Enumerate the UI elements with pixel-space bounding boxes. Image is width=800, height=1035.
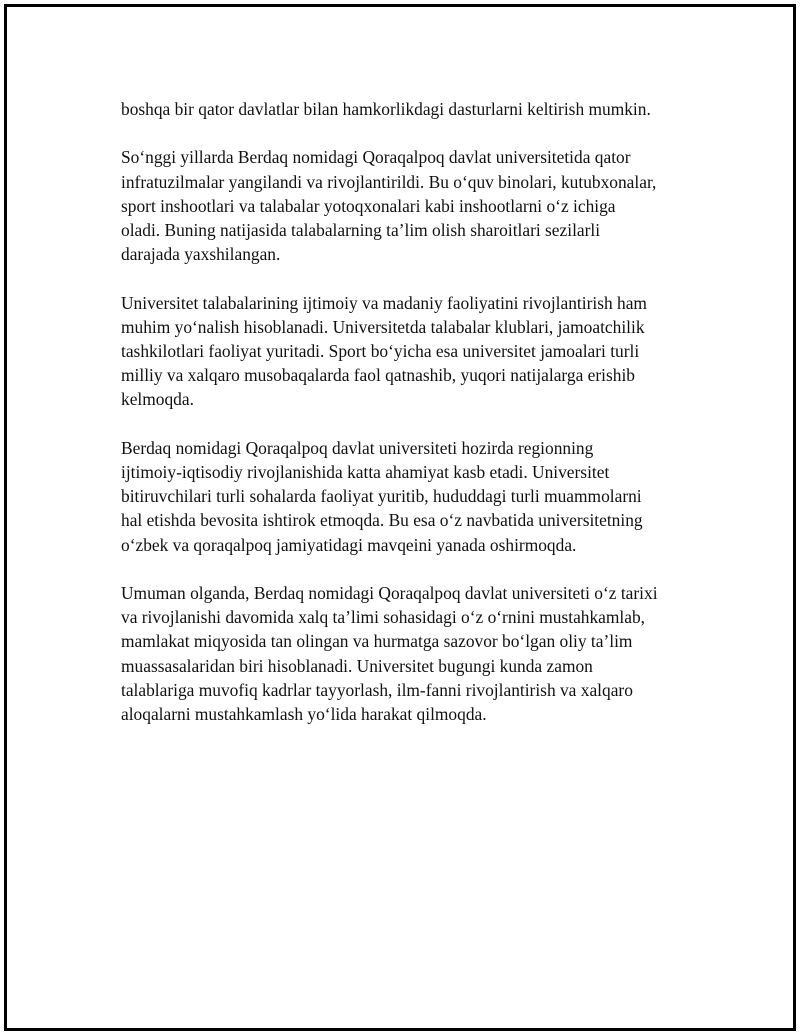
text-line: bitiruvchilari turli sohalarda faoliyat yuritib, hududdagi turli muammolarni <box>121 486 642 507</box>
text-line: va rivojlanishi davomida xalq ta’limi sohasidagi o‘z o‘rnini mustahkamlab, <box>121 607 646 628</box>
text-line: kelmoqda. <box>121 389 194 410</box>
paragraph-3 <box>121 291 701 412</box>
document-body <box>121 97 701 750</box>
text-line: muhim yo‘nalish hisoblanadi. Universitetda talabalar klublari, jamoatchilik <box>121 316 645 337</box>
text-line: sport inshootlari va talabalar yotoqxonalari kabi inshootlarni o‘z ichiga <box>121 195 616 216</box>
text-line: ijtimoiy-iqtisodiy rivojlanishida katta ahamiyat kasb etadi. Universitet <box>121 462 610 482</box>
text-line: Umuman olganda, Berdaq nomidagi Qoraqalpoq davlat universiteti o‘z tarixi <box>121 583 658 603</box>
text-line: oladi. Buning natijasida talabalarning ta’lim olish sharoitlari sezilarli <box>121 220 601 240</box>
text-line: infratuzilmalar yangilandi va rivojlantirildi. Bu o‘quv binolari, kutubxonalar, <box>121 171 657 192</box>
text-line: mamlakat miqyosida tan olingan va hurmatga sazovor bo‘lgan oliy ta’lim <box>121 631 633 652</box>
text-line: talablariga muvofiq kadrlar tayyorlash, ilm-fanni rivojlantirish va xalqaro <box>121 679 633 700</box>
paragraph-2 <box>121 145 701 266</box>
text-line: So‘nggi yillarda Berdaq nomidagi Qoraqalpoq davlat universitetida qator <box>121 147 631 168</box>
page-frame <box>4 4 796 1031</box>
text-line: Universitet talabalarining ijtimoiy va madaniy faoliyatini rivojlantirish ham <box>121 292 647 313</box>
paragraph-5 <box>121 581 701 726</box>
text-line: o‘zbek va qoraqalpoq jamiyatidagi mavqeini yanada oshirmoqda. <box>121 534 577 555</box>
text-line: boshqa bir qator davlatlar bilan hamkorlikdagi dasturlarni keltirish mumkin. <box>121 99 651 119</box>
text-line: aloqalarni mustahkamlash yo‘lida harakat qilmoqda. <box>121 704 487 725</box>
text-line: tashkilotlari faoliyat yuritadi. Sport bo‘yicha esa universitet jamoalari turli <box>121 341 640 361</box>
paragraph-4 <box>121 436 701 557</box>
text-line: darajada yaxshilangan. <box>121 244 281 265</box>
text-line: Berdaq nomidagi Qoraqalpoq davlat universiteti hozirda regionning <box>121 437 594 458</box>
paragraph-1 <box>121 97 701 121</box>
text-line: milliy va xalqaro musobaqalarda faol qatnashib, yuqori natijalarga erishib <box>121 365 636 386</box>
text-line: hal etishda bevosita ishtirok etmoqda. Bu esa o‘z navbatida universitetning <box>121 510 643 531</box>
text-line: muassasalaridan biri hisoblanadi. Universitet bugungi kunda zamon <box>121 655 593 676</box>
